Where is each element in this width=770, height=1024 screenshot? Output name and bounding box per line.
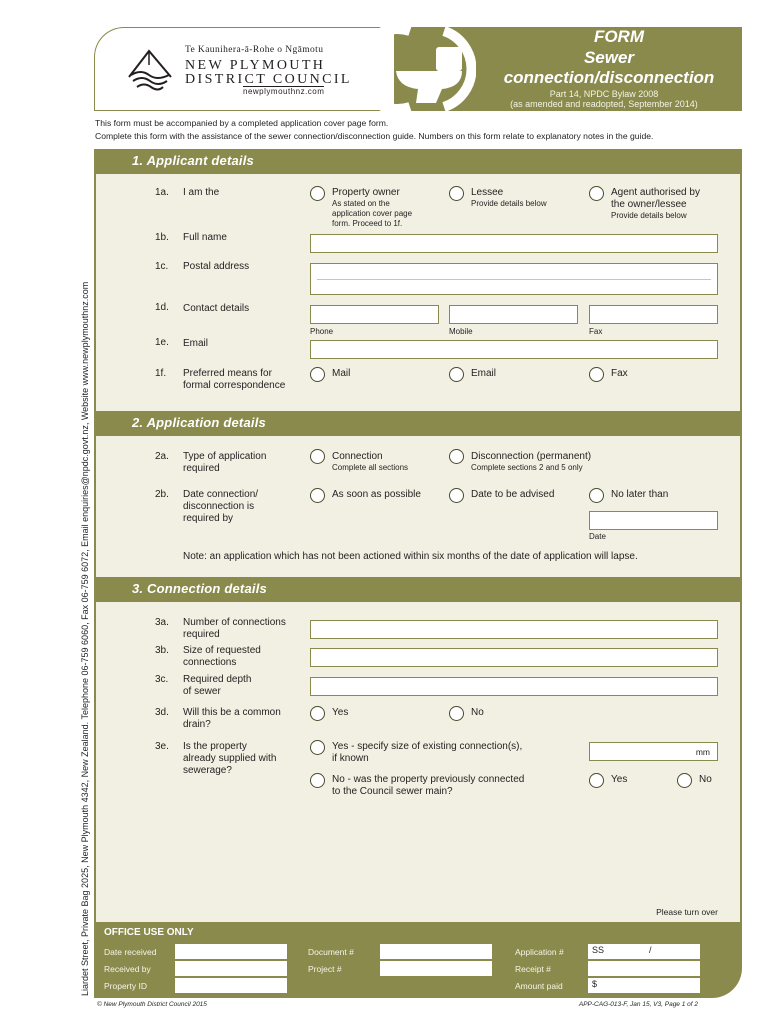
opt-supplied-no-line1: No - was the property previously connected (332, 774, 525, 785)
q1f-number: 1f. (155, 368, 167, 379)
sewer-depth-field[interactable] (310, 677, 718, 696)
radio-disconnection[interactable] (449, 449, 464, 464)
q3e-label-line1: Is the property (183, 741, 247, 752)
amount-paid-label: Amount paid (515, 981, 563, 991)
existing-size-field[interactable] (589, 742, 718, 761)
opt-property-owner-note2: application cover page (332, 209, 413, 218)
opt-property-owner-note3: form. Proceed to 1f. (332, 219, 403, 228)
q3b-label-line1: Size of requested (183, 645, 261, 656)
opt-lessee: Lessee (471, 187, 504, 198)
form-title (494, 48, 724, 88)
date-caption: Date (589, 532, 606, 541)
q2a-label-line1: Type of application (183, 451, 267, 462)
q3a-label-line1: Number of connections (183, 617, 286, 628)
full-name-field[interactable] (310, 234, 718, 253)
radio-agent[interactable] (589, 186, 604, 201)
q1d-number: 1d. (155, 302, 169, 313)
form-title-line2: connection/disconnection (503, 68, 715, 87)
phone-field[interactable] (310, 305, 439, 324)
intro-line2: Complete this form with the assistance of the sewer connection/disconnection guide. Numbers on this form relate to explanatory notes in the guide. (95, 131, 654, 141)
opt-mail: Mail (332, 368, 351, 379)
opt-property-owner-note1: As stated on the (332, 199, 390, 208)
section2-title: 2. Application details (132, 415, 266, 430)
opt-agent-line1: Agent authorised by (611, 187, 700, 198)
q1d-label: Contact details (183, 303, 250, 314)
application-label: Application # (515, 947, 564, 957)
mm-unit: mm (695, 747, 710, 757)
section1-header (94, 149, 742, 174)
phone-caption: Phone (310, 327, 334, 336)
opt-property-owner: Property owner (332, 187, 400, 198)
q1f-label-line1: Preferred means for (183, 368, 272, 379)
amount-currency: $ (592, 979, 598, 989)
q1c-label: Postal address (183, 261, 250, 272)
fax-field[interactable] (589, 305, 718, 324)
q3e-number: 3e. (155, 741, 169, 752)
opt-supplied-no-line2: to the Council sewer main? (332, 786, 453, 797)
application-field[interactable] (588, 944, 700, 959)
q1b-label: Full name (183, 232, 227, 243)
opt-email: Email (471, 368, 497, 379)
opt-no-later-than: No later than (611, 489, 669, 500)
radio-property-owner[interactable] (310, 186, 325, 201)
date-received-field[interactable] (175, 944, 287, 959)
document-field[interactable] (380, 944, 492, 959)
opt-asap: As soon as possible (332, 489, 421, 500)
section3-title: 3. Connection details (132, 581, 267, 596)
radio-common-drain-yes[interactable] (310, 706, 325, 721)
q1f-label-line2: formal correspondence (183, 380, 286, 391)
form-subtitle-line2: (as amended and readopted, September 2014) (510, 99, 698, 109)
opt-fax: Fax (611, 368, 628, 379)
project-field[interactable] (380, 961, 492, 976)
council-logo-icon (125, 47, 177, 91)
toilet-icon (366, 27, 476, 111)
radio-fax[interactable] (589, 367, 604, 382)
num-connections-field[interactable] (310, 620, 718, 639)
opt-disconnection-note: Complete sections 2 and 5 only (471, 463, 583, 472)
opt-date-advised: Date to be advised (471, 489, 555, 500)
opt-agent-line2: the owner/lessee (611, 199, 687, 210)
opt-supplied-yes-line1: Yes - specify size of existing connection(s), (332, 741, 523, 752)
postal-address-field[interactable] (310, 263, 718, 295)
org-website: newplymouthnz.com (243, 87, 325, 96)
radio-supplied-yes[interactable] (310, 740, 325, 755)
q3d-label-line1: Will this be a common (183, 707, 281, 718)
q3a-number: 3a. (155, 617, 169, 628)
property-id-field[interactable] (175, 978, 287, 993)
application-prefix: SS (592, 945, 605, 955)
project-label: Project # (308, 964, 342, 974)
form-label: FORM (593, 27, 644, 46)
radio-lessee[interactable] (449, 186, 464, 201)
q3b-label-line2: connections (183, 657, 237, 668)
office-use-panel (94, 922, 742, 998)
received-by-label: Received by (104, 964, 151, 974)
property-id-label: Property ID (104, 981, 147, 991)
opt-supplied-yes-line2: if known (332, 753, 369, 764)
date-received-label: Date received (104, 947, 157, 957)
radio-no-later-than[interactable] (589, 488, 604, 503)
org-maori-name: Te Kaunihera-ā-Rohe o Ngāmotu (185, 45, 324, 55)
receipt-field[interactable] (588, 961, 700, 976)
mobile-caption: Mobile (449, 327, 473, 336)
form-subtitle-line1: Part 14, NPDC Bylaw 2008 (549, 89, 659, 99)
q3a-label-line2: required (183, 629, 220, 640)
section1-title: 1. Applicant details (132, 153, 254, 168)
radio-previously-yes[interactable] (589, 773, 604, 788)
header-logo-panel (94, 27, 394, 111)
q1a-label: I am the (183, 187, 220, 198)
q3b-number: 3b. (155, 645, 169, 656)
q3e-label-line3: sewerage? (183, 765, 232, 776)
org-name-line1: NEW PLYMOUTH (185, 58, 326, 73)
section2-header (94, 411, 742, 436)
opt-disconnection: Disconnection (permanent) (471, 451, 592, 462)
q1e-number: 1e. (155, 337, 169, 348)
q3d-number: 3d. (155, 707, 169, 718)
contact-side-text: Liardet Street, Private Bag 2025, New Plymouth 4342, New Zealand. Telephone 06-759 6060, Fax 06-759 6072, Email enquiries@npdc.govt.nz, Website www.newplymouthnz.com (80, 281, 90, 996)
q3c-label-line1: Required depth (183, 674, 252, 685)
form-header (94, 27, 742, 111)
opt-common-drain-no: No (471, 707, 484, 718)
form-subtitle (494, 89, 714, 109)
radio-connection[interactable] (310, 449, 325, 464)
receipt-label: Receipt # (515, 964, 551, 974)
q2a-label-line2: required (183, 463, 220, 474)
amount-paid-field[interactable] (588, 978, 700, 993)
q3c-number: 3c. (155, 674, 169, 685)
form-title-line1: Sewer (583, 48, 635, 67)
org-name-line2: DISTRICT COUNCIL (185, 72, 352, 87)
date-field[interactable] (589, 511, 718, 530)
form-reference: APP-CAG-013-F, Jan 15, V3, Page 1 of 2 (578, 1001, 698, 1008)
q3d-label-line2: drain? (183, 719, 211, 730)
opt-connection: Connection (332, 451, 383, 462)
radio-previously-no[interactable] (677, 773, 692, 788)
q1b-number: 1b. (155, 232, 169, 243)
email-field[interactable] (310, 340, 718, 359)
radio-mail[interactable] (310, 367, 325, 382)
lapse-note: Note: an application which has not been actioned within six months of the date of application will lapse. (183, 551, 638, 562)
radio-email[interactable] (449, 367, 464, 382)
opt-agent-note: Provide details below (611, 211, 687, 220)
opt-common-drain-yes: Yes (332, 707, 349, 718)
opt-previously-yes: Yes (611, 774, 628, 785)
mobile-field[interactable] (449, 305, 578, 324)
opt-previously-no: No (699, 774, 712, 785)
opt-connection-note: Complete all sections (332, 463, 409, 472)
q3e-label-line2: already supplied with (183, 753, 277, 764)
connection-size-field[interactable] (310, 648, 718, 667)
intro-line1: This form must be accompanied by a completed application cover page form. (95, 118, 389, 128)
radio-supplied-no[interactable] (310, 773, 325, 788)
section3-header (94, 577, 742, 602)
q3c-label-line2: of sewer (183, 686, 221, 697)
opt-lessee-note: Provide details below (471, 199, 547, 208)
fax-caption: Fax (589, 327, 603, 336)
q2b-label-line3: required by (183, 513, 234, 524)
radio-common-drain-no[interactable] (449, 706, 464, 721)
office-use-title: OFFICE USE ONLY (104, 927, 194, 938)
radio-asap[interactable] (310, 488, 325, 503)
application-separator: / (649, 945, 652, 955)
please-turn-over: Please turn over (656, 907, 718, 917)
q1a-number: 1a. (155, 187, 169, 198)
document-label: Document # (308, 947, 354, 957)
q1c-number: 1c. (155, 261, 169, 272)
q2a-number: 2a. (155, 451, 169, 462)
q2b-number: 2b. (155, 489, 169, 500)
q1e-label: Email (183, 338, 209, 349)
copyright: © New Plymouth District Council 2015 (97, 1001, 207, 1008)
q2b-label-line2: disconnection is (183, 501, 255, 512)
q2b-label-line1: Date connection/ (183, 489, 259, 500)
received-by-field[interactable] (175, 961, 287, 976)
radio-date-advised[interactable] (449, 488, 464, 503)
